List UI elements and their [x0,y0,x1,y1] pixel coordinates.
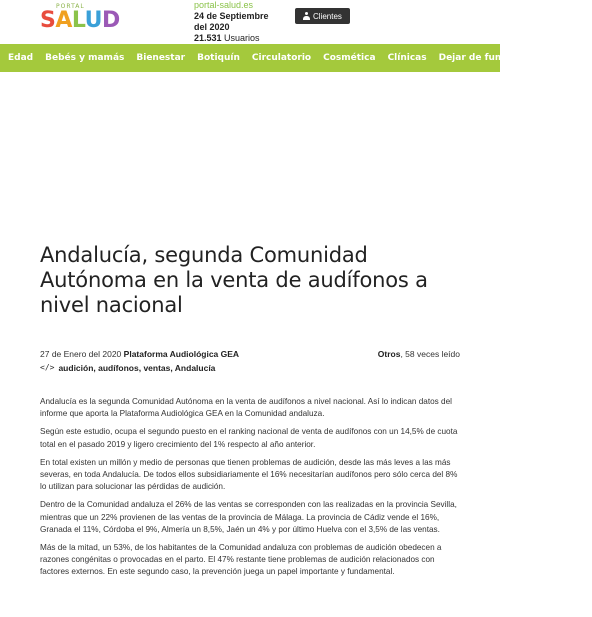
article-views: 58 veces leído [405,349,460,359]
nav-item-edad[interactable]: Edad [8,53,34,63]
nav-item-circulatorio[interactable]: Circulatorio [251,53,312,63]
article-body [40,396,460,585]
article-paragraph: Andalucía es la segunda Comunidad Autónoma en la venta de audífonos a nivel nacional. Así lo indican datos del informe que aporta la Plataforma Audiológica GEA en la Comunidad andaluza. [40,397,452,419]
nav-item-bebes[interactable]: Bebés y mamás [45,53,125,63]
code-icon: </> [40,363,55,372]
logo-portal-text: PORTAL [56,3,85,10]
current-date-line1: 24 de Septiembre [194,11,269,21]
nav-item-botiquin[interactable]: Botiquín [197,53,240,63]
nav-item-mental[interactable]: Mental [526,53,562,63]
article-author[interactable]: Plataforma Audiológica GEA [123,349,240,359]
nav-item-bienestar[interactable]: Bienestar [136,53,186,63]
article-date-author [40,347,239,361]
site-logo[interactable] [40,2,120,38]
clients-button[interactable] [295,8,350,24]
article-paragraph: En total existen un millón y medio de personas que tienen problemas de audición, desde las más leves a las más severas, en toda Andalucía. De todos ellos subsidiariamente el 16% necesitarían audífonos pero sólo cerca del 8% lo utilizan para solucionar las pérdidas de audición. [40,457,458,492]
nav-item-cosmetica[interactable]: Cosmética [323,53,376,63]
article-stats: Otros, 58 veces leído [377,349,460,359]
current-date-line2: del 2020 [194,22,230,32]
article-paragraph: Según este estudio, ocupa el segundo puesto en el ranking nacional de venta de audífonos con un 14,5% de cuota total en el pasado 2019 y ligero crecimiento del 1% respecto al año anterior. [40,427,458,449]
site-header [0,0,500,42]
article-date: 27 de Enero del 2020 [40,349,122,359]
nav-item-clinicas[interactable]: Clínicas [387,53,427,63]
article-paragraph: Más de la mitad, un 53%, de los habitantes de la Comunidad andaluza con problemas de audición obedecen a razones congénitas o provocadas en el parto. El 47% restante tiene problemas de audición relacionados con factores externos. En este segundo caso, la prevención juega un papel importante y fundamental. [40,543,442,577]
article-tags [40,361,460,375]
article-title: Andalucía, segunda Comunidad Autónoma en la venta de audífonos a nivel nacional [40,243,428,317]
main-nav [0,44,586,72]
users-count: 21.531 Usuarios [194,33,260,43]
article-paragraph: Dentro de la Comunidad andaluza el 26% de las ventas se corresponden con las realizadas en la provincia Sevilla, mientras que un 22% provienen de las ventas de la provincia de Málaga. La provincia de Cádiz vende el 16%, Granada el 11%, Córdoba el 9%, Almería un 8,5%, Jaén un 4% y por último Huelva con el 3,5% de las ventas. [40,500,457,534]
article-tags-list[interactable]: audición, audífonos, ventas, Andalucía [58,363,216,373]
nav-item-mi[interactable]: Mi [573,53,586,63]
article-source[interactable]: Otros [377,349,401,359]
site-info [194,0,269,44]
article-meta [40,347,460,375]
logo-salud-text: SALUD [40,8,120,33]
user-icon [303,12,310,20]
clients-button-label: Clientes [313,11,342,21]
site-url[interactable]: portal-salud.es [194,0,254,10]
nav-item-dejar-de-fumar[interactable]: Dejar de fumar [438,53,515,63]
